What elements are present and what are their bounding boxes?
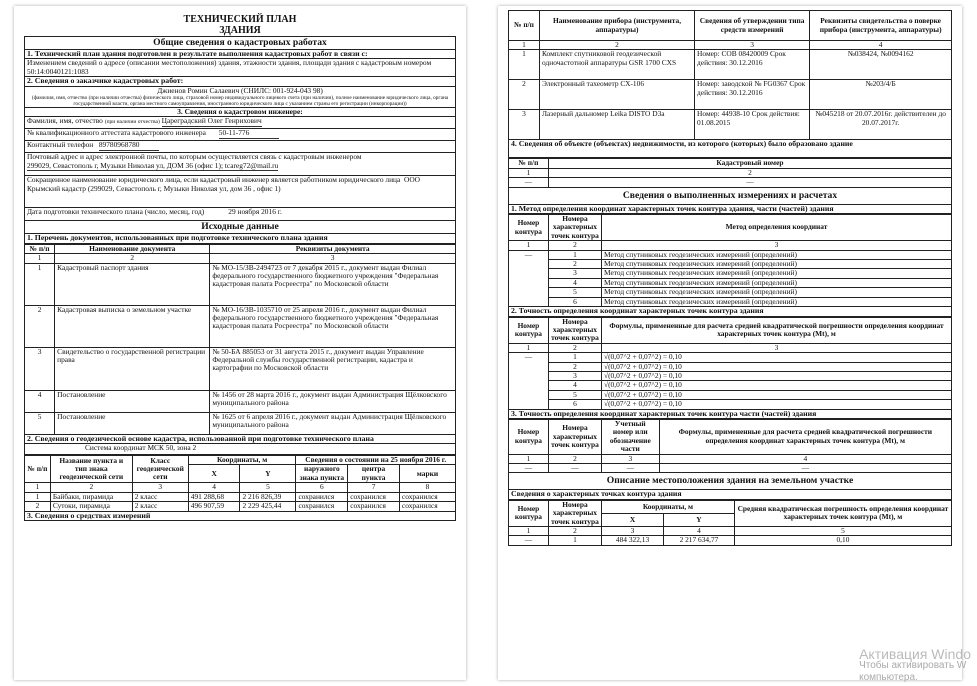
- t1-cell: Постановление: [55, 390, 210, 412]
- t1-cell: 4: [25, 390, 55, 412]
- s4-num: 2: [548, 168, 951, 177]
- s3-heading: 3. Сведения о кадастровом инженере:: [25, 108, 456, 117]
- s4-num: 1: [509, 168, 549, 177]
- t2-cell: 2 216 826,39: [240, 492, 296, 501]
- section-measurements-heading: Сведения о выполненных измерениях и расчетах: [509, 187, 952, 204]
- loc-num: 1: [509, 527, 549, 536]
- table-row: [25, 347, 456, 390]
- m1-num: 1: [509, 241, 549, 250]
- m2-cell: √(0,07^2 + 0,07^2) = 0,10: [602, 390, 952, 399]
- m3-num: 1: [509, 454, 549, 463]
- inst-cell: Номер: заводской № FG0367 Срок действия: 30.12.2016: [695, 80, 810, 110]
- t1-num: 2: [55, 254, 210, 263]
- m2-num: 2: [548, 343, 601, 352]
- t2-heading: 2. Сведения о геодезической основе кадастра, использованной при подготовке технического плана: [25, 434, 456, 443]
- inst-cell: 3: [509, 110, 540, 140]
- m1-cell: 4: [548, 278, 601, 287]
- s1-text: Изменением сведений о адресе (описании местоположения) здания, этажности здания, площади здания с кадастровым номером 50:14:0040121:1083: [25, 59, 456, 77]
- doc-title: ТЕХНИЧЕСКИЙ ПЛАН: [183, 14, 297, 25]
- m2-cell: √(0,07^2 + 0,07^2) = 0,10: [602, 381, 952, 390]
- t2-col-name: Название пункта и тип знака геодезической сети: [50, 456, 132, 483]
- t2-col-center: центра пункта: [348, 465, 400, 483]
- table-row: [509, 278, 952, 287]
- t1-cell: 2: [25, 305, 55, 347]
- t2-cell: сохранился: [399, 502, 455, 511]
- inst-col-cert: Реквизиты свидетельства о поверке прибора (инструмента, аппаратуры): [810, 11, 952, 41]
- t1-cell: № 50-БА 885053 от 31 августа 2015 г., документ выдан Управление Федеральной службы государственной регистрации, кадастра и картографии по Московской области: [210, 347, 456, 390]
- m3-num: 3: [602, 454, 660, 463]
- section-general-heading: Общие сведения о кадастровых работах: [25, 37, 456, 50]
- t2-col-x: X: [188, 465, 240, 483]
- t2-num: 7: [348, 483, 400, 492]
- s4-col-num: № п/п: [509, 159, 549, 168]
- m2-heading: 2. Точность определения координат характерных точек контура здания: [509, 307, 952, 316]
- t2-cell: 2 229 425,44: [240, 502, 296, 511]
- t2-cell: 491 288,68: [188, 492, 240, 501]
- table-row: [509, 288, 952, 297]
- cert-value: 50-11-776: [219, 129, 279, 138]
- loc-col-x: X: [602, 513, 664, 526]
- table-row: [25, 263, 456, 305]
- m1-col-method: Метод определения координат: [602, 215, 952, 241]
- table-row: [509, 362, 952, 371]
- t1-cell: Кадастровая выписка о земельном участке: [55, 305, 210, 347]
- m2-cell: √(0,07^2 + 0,07^2) = 0,10: [602, 400, 952, 409]
- loc-num: 4: [664, 527, 735, 536]
- m1-cell: 6: [548, 297, 601, 306]
- loc-heading: Сведения о характерных точках контура здания: [509, 490, 952, 499]
- inst-cell: Номер: СОВ 08420009 Срок действия: 30.12.2016: [695, 50, 810, 80]
- org-value: ООО Крымский кадастр (299029, Севастополь г, Музыки Николая ул, дом 36 , офис 1): [27, 175, 421, 193]
- points-table: [508, 500, 952, 546]
- t1-cell: № 1456 от 28 марта 2016 г., документ выдан Администрация Щёлковского муниципального района: [210, 390, 456, 412]
- s4-cell: —: [548, 178, 951, 187]
- section-source-heading: Исходные данные: [25, 221, 456, 234]
- s4-heading: 4. Сведения об объекте (объектах) недвижимости, из которого (которых) было образовано здание: [509, 140, 952, 158]
- m3-cell: —: [659, 464, 951, 473]
- table-row: [509, 353, 952, 362]
- m1-col-points: Номера характерных точек контура: [548, 215, 601, 241]
- m3-col-formula: Формулы, примененные для расчета средней квадратической погрешности определения координат характерных точек контура (Mt), м: [659, 419, 951, 454]
- table-row: [509, 260, 952, 269]
- watermark-line2: Чтобы активировать W: [859, 660, 967, 671]
- t2-num: 8: [399, 483, 455, 492]
- inst-col-num: № п/п: [509, 11, 540, 41]
- table-row: [25, 305, 456, 347]
- documents-table: [24, 244, 456, 455]
- watermark-line1: Активация Windo: [859, 646, 971, 662]
- accuracy-table: [508, 317, 952, 419]
- m2-num: 3: [602, 343, 952, 352]
- t2-cell: 2: [25, 502, 51, 511]
- fio-label: Фамилия, имя, отчество: [27, 116, 103, 126]
- t2-num: 1: [25, 483, 51, 492]
- watermark-line3: компьютера.: [859, 672, 918, 683]
- geodetic-table: [24, 455, 456, 521]
- table-row: [509, 371, 952, 380]
- inst-cell: 1: [509, 50, 540, 80]
- s1-heading: 1. Технический план здания подготовлен в результате выполнения кадастровых работ в связи с:: [25, 50, 456, 59]
- m2-contour: —: [509, 353, 549, 409]
- table-row: [509, 269, 952, 278]
- t1-cell: 5: [25, 412, 55, 434]
- t2-cell: Сутоки, пирамида: [50, 502, 132, 511]
- fio-value: Цареградский Олег Генрихович: [161, 116, 262, 126]
- m1-heading: 1. Метод определения координат характерных точек контура здания, части (частей) здания: [509, 204, 952, 213]
- m1-cell: Метод спутниковых геодезических измерений (определений): [602, 288, 952, 297]
- t2-col-coords: Координаты, м: [188, 456, 296, 465]
- inst-cell: №038424, №0094162: [810, 50, 952, 80]
- t2-num: 4: [188, 483, 240, 492]
- table-row: [25, 492, 456, 501]
- t2-num: 3: [132, 483, 188, 492]
- m1-cell: Метод спутниковых геодезических измерений (определений): [602, 260, 952, 269]
- table-row: [25, 502, 456, 511]
- m1-cell: 5: [548, 288, 601, 297]
- m2-cell: 5: [548, 390, 601, 399]
- left-page: [14, 6, 466, 680]
- t2-cell: 1: [25, 492, 51, 501]
- m3-col-part: Учетный номер или обозначение части: [602, 419, 660, 454]
- phone-label: Контактный телефон: [27, 140, 94, 150]
- m3-heading: 3. Точность определения координат характерных точек контура части (частей) здания: [509, 409, 952, 418]
- table-row: [509, 250, 952, 259]
- m1-cell: Метод спутниковых геодезических измерений (определений): [602, 250, 952, 259]
- table-row: [509, 400, 952, 409]
- s4-col-cadnum: Кадастровый номер: [548, 159, 951, 168]
- instruments-table: [508, 10, 952, 158]
- loc-cell: —: [509, 536, 549, 545]
- part-accuracy-table: [508, 419, 952, 500]
- fio-hint: (при наличии отчества): [104, 119, 160, 126]
- section-location-heading: Описание местоположения здания на земельном участке: [509, 473, 952, 490]
- table-row: [509, 110, 952, 140]
- m2-cell: 6: [548, 400, 601, 409]
- m3-num: 4: [659, 454, 951, 463]
- phone-value: 89780968780: [99, 141, 159, 150]
- inst-num: 3: [695, 41, 810, 50]
- m2-cell: 1: [548, 353, 601, 362]
- t2-col-num: № п/п: [25, 456, 51, 483]
- t1-num: 1: [25, 254, 55, 263]
- t2-cell: сохранился: [348, 502, 400, 511]
- general-info-table: [24, 12, 456, 244]
- inst-cell: №203/4/Б: [810, 80, 952, 110]
- t3-heading: 3. Сведения о средствах измерений: [25, 511, 456, 520]
- m1-cell: 3: [548, 269, 601, 278]
- m1-col-contour: Номер контура: [509, 215, 549, 241]
- inst-num: 1: [509, 41, 540, 50]
- t2-col-y: Y: [240, 465, 296, 483]
- mail-label: Почтовый адрес и адрес электронной почты, по которым осуществляется связь с кадастровым инженером: [27, 152, 362, 162]
- date-label: Дата подготовки технического плана (число, месяц, год): [27, 207, 205, 217]
- t2-cell: сохранился: [399, 492, 455, 501]
- loc-col-points: Номера характерных точек контура: [548, 500, 601, 526]
- table-row: [25, 390, 456, 412]
- t1-cell: Свидетельство о государственной регистрации права: [55, 347, 210, 390]
- m2-col-points: Номера характерных точек контура: [548, 317, 601, 343]
- date-value: 29 ноября 2016 г.: [228, 207, 282, 217]
- loc-num: 3: [602, 527, 664, 536]
- loc-cell: 0,10: [734, 536, 951, 545]
- inst-cell: Электронный тахеометр СХ-106: [540, 80, 695, 110]
- table-row: [509, 80, 952, 110]
- t2-col-state: Сведения о состоянии на 25 ноября 2016 г.: [296, 456, 456, 465]
- t2-col-outer: наружного знака пункта: [296, 465, 348, 483]
- inst-cell: Комплект спутниковой геодезической одночастотной аппаратуры GSR 1700 CXS: [540, 50, 695, 80]
- t1-cell: № 1625 от 6 апреля 2016 г., документ выдан Администрация Щёлковского муниципального района: [210, 412, 456, 434]
- t1-cell: Кадастровый паспорт здания: [55, 263, 210, 305]
- m3-cell: —: [602, 464, 660, 473]
- loc-cell: 484 322,13: [602, 536, 664, 545]
- t1-cell: № МО-16/ЗВ-1035710 от 25 апреля 2016 г., документ выдан Филиал федерального государственного бюджетного учреждения "Федеральная кадастровая палата Росреестра" по Московской области: [210, 305, 456, 347]
- mail-value: 299029, Севастополь г, Музыки Николая ул, ДОМ 36 (офис 1); tcareg72@mail.ru: [27, 160, 279, 170]
- m1-num: 3: [602, 241, 952, 250]
- t1-cell: 1: [25, 263, 55, 305]
- m2-cell: 3: [548, 371, 601, 380]
- t1-num: 3: [210, 254, 456, 263]
- m1-num: 2: [548, 241, 601, 250]
- m2-col-formula: Формулы, примененные для расчета средней квадратической погрешности определения координат характерных точек контура (Mt), м: [602, 317, 952, 343]
- t2-cell: 496 907,59: [188, 502, 240, 511]
- inst-cell: Лазерный дальномер Leika DISTO D3a: [540, 110, 695, 140]
- inst-cell: №045218 от 20.07.2016г. действителен до 20.07.2017г.: [810, 110, 952, 140]
- t2-cell: Байбаки, пирамида: [50, 492, 132, 501]
- loc-num: 2: [548, 527, 601, 536]
- inst-num: 4: [810, 41, 952, 50]
- t1-col-name: Наименование документа: [55, 244, 210, 253]
- t2-cell: сохранился: [348, 492, 400, 501]
- m1-cell: 2: [548, 260, 601, 269]
- t1-col-num: № п/п: [25, 244, 55, 253]
- t2-col-class: Класс геодезической сети: [132, 456, 188, 483]
- cert-label: № квалификационного аттестата кадастрового инженера: [27, 128, 206, 138]
- t2-col-mark: марки: [399, 465, 455, 483]
- t2-cell: 2 класс: [132, 502, 188, 511]
- m3-cell: —: [548, 464, 601, 473]
- m1-contour: —: [509, 250, 549, 306]
- t1-cell: Постановление: [55, 412, 210, 434]
- m2-col-contour: Номер контура: [509, 317, 549, 343]
- s2-heading: 2. Сведения о заказчике кадастровых работ:: [25, 77, 456, 86]
- inst-col-name: Наименование прибора (инструмента, аппаратуры): [540, 11, 695, 41]
- inst-cell: Номер: 44938-10 Срок действия: 01.08.2015: [695, 110, 810, 140]
- t2-cell: 2 класс: [132, 492, 188, 501]
- m3-num: 2: [548, 454, 601, 463]
- m1-cell: Метод спутниковых геодезических измерений (определений): [602, 278, 952, 287]
- loc-cell: 1: [548, 536, 601, 545]
- org-label: Сокращенное наименование юридического лица, если кадастровый инженер является работником юридического лица: [27, 175, 401, 185]
- source-objects-table: [508, 158, 952, 214]
- m3-col-points: Номера характерных точек контура: [548, 419, 601, 454]
- m2-cell: 2: [548, 362, 601, 371]
- table-row: [509, 178, 952, 187]
- inst-col-type: Сведения об утверждении типа средств измерений: [695, 11, 810, 41]
- table-row: [509, 390, 952, 399]
- loc-col-error: Средняя квадратическая погрешность определения координат характерных точек контура (Mt), м: [734, 500, 951, 526]
- t1-heading: 1. Перечень документов, использованных при подготовке технического плана здания: [25, 234, 456, 243]
- table-row: [509, 464, 952, 473]
- m3-cell: —: [509, 464, 549, 473]
- loc-col-coords: Координаты, м: [602, 500, 735, 513]
- t1-col-req: Реквизиты документа: [210, 244, 456, 253]
- method-table: [508, 214, 952, 316]
- t2-system: Система координат МСК 50, зона 2: [25, 444, 456, 455]
- m2-cell: 4: [548, 381, 601, 390]
- s4-cell: —: [509, 178, 549, 187]
- doc-subtitle: ЗДАНИЯ: [219, 25, 261, 36]
- t2-cell: сохранился: [296, 492, 348, 501]
- m2-cell: √(0,07^2 + 0,07^2) = 0,10: [602, 353, 952, 362]
- table-row: [25, 412, 456, 434]
- table-row: [509, 297, 952, 306]
- inst-num: 2: [540, 41, 695, 50]
- customer-hint: (фамилия, имя, отчество (при наличии отчества) физического лица, страховой номер индивидуального лицевого счета (при наличии), полное наименование юридического лица, органа государственной власти, органа местного самоуправления, иностранного юридического лица с указанием страны его регистрации (инкорпорации)): [31, 95, 449, 108]
- loc-cell: 2 217 634,77: [664, 536, 735, 545]
- loc-col-y: Y: [664, 513, 735, 526]
- table-row: [509, 536, 952, 545]
- windows-activation-watermark: [859, 648, 971, 684]
- m1-cell: Метод спутниковых геодезических измерений (определений): [602, 297, 952, 306]
- t2-num: 6: [296, 483, 348, 492]
- m1-cell: 1: [548, 250, 601, 259]
- m2-cell: √(0,07^2 + 0,07^2) = 0,10: [602, 362, 952, 371]
- right-page: [498, 6, 962, 680]
- table-row: [509, 50, 952, 80]
- customer-name: Джиенов Ромин Салаевич (СНИЛС: 001-924-043 98): [157, 86, 323, 95]
- t1-cell: № МО-15/ЗВ-2494723 от 7 декабря 2015 г., документ выдан Филиал федерального государственного бюджетного учреждения "Федеральная кадастровая палата Росреестра" по Московской области: [210, 263, 456, 305]
- t2-num: 2: [50, 483, 132, 492]
- loc-col-num: Номер контура: [509, 500, 549, 526]
- table-row: [509, 381, 952, 390]
- t2-cell: сохранился: [296, 502, 348, 511]
- m3-col-contour: Номер контура: [509, 419, 549, 454]
- m2-cell: √(0,07^2 + 0,07^2) = 0,10: [602, 371, 952, 380]
- m2-num: 1: [509, 343, 549, 352]
- t2-num: 5: [240, 483, 296, 492]
- t1-cell: 3: [25, 347, 55, 390]
- m1-cell: Метод спутниковых геодезических измерений (определений): [602, 269, 952, 278]
- loc-num: 5: [734, 527, 951, 536]
- inst-cell: 2: [509, 80, 540, 110]
